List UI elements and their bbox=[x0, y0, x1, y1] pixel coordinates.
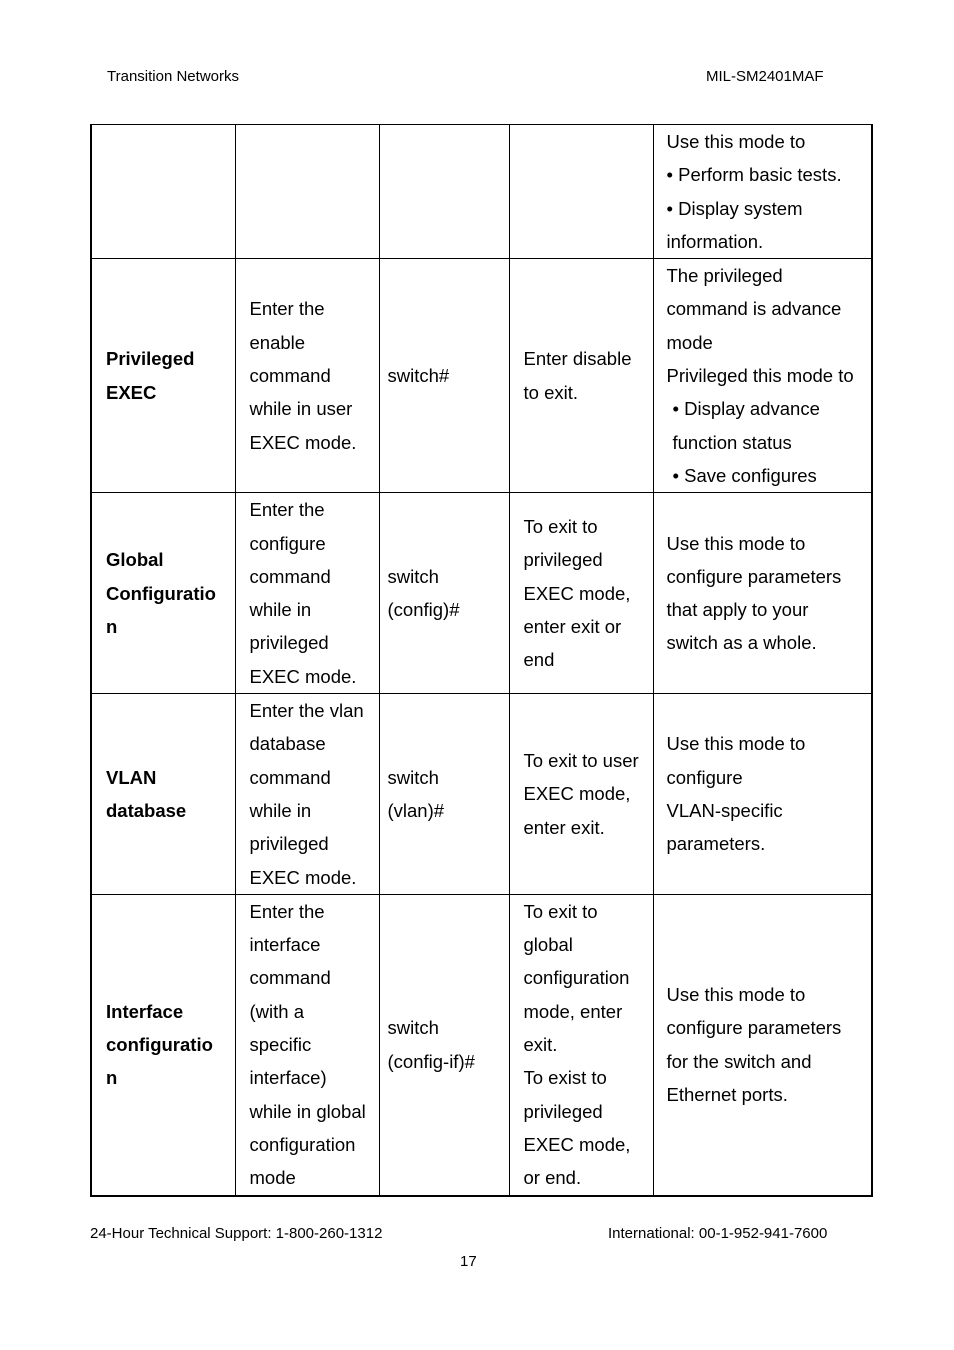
cell-line: Privileged this mode to bbox=[666, 365, 854, 387]
prompt-cell bbox=[379, 694, 509, 895]
about-mode-cell bbox=[653, 259, 872, 493]
cell-line: Interface bbox=[106, 1000, 184, 1022]
table-row-privileged-exec bbox=[91, 259, 872, 493]
cell-line: switch bbox=[387, 766, 439, 788]
table-row-interface-configuration bbox=[91, 894, 872, 1195]
cell-line: EXEC mode. bbox=[249, 431, 357, 453]
table-row-vlan-database bbox=[91, 694, 872, 895]
cell-line: privileged bbox=[523, 549, 603, 571]
cell-line: command bbox=[249, 766, 331, 788]
cell-line: parameters. bbox=[666, 833, 766, 855]
cell-line: • Display advance bbox=[672, 398, 820, 420]
cell-line: configure bbox=[249, 532, 326, 554]
cell-line: mode, enter bbox=[523, 1000, 623, 1022]
access-method-cell bbox=[235, 125, 379, 259]
cell-line: function status bbox=[672, 431, 792, 453]
cell-line: exit. bbox=[523, 1034, 558, 1056]
cell-line: configuration bbox=[249, 1133, 356, 1155]
cell-line: enter exit. bbox=[523, 816, 605, 838]
cell-line: VLAN-specific bbox=[666, 799, 783, 821]
cell-line: Enter the vlan bbox=[249, 700, 364, 722]
cell-line: switch as a whole. bbox=[666, 632, 817, 654]
cell-line: Enter disable bbox=[523, 348, 632, 370]
cell-line: mode bbox=[666, 331, 713, 353]
cell-line: Enter the bbox=[249, 298, 325, 320]
cell-line: switch bbox=[387, 1017, 439, 1039]
cell-line: configure bbox=[666, 766, 743, 788]
cell-line: configuratio bbox=[106, 1034, 213, 1056]
table-row-global-configuration bbox=[91, 493, 872, 694]
access-method-cell bbox=[235, 894, 379, 1195]
cell-line: or end. bbox=[523, 1167, 582, 1189]
exit-method-cell bbox=[509, 259, 653, 493]
mode-name-cell bbox=[91, 894, 235, 1195]
cell-line: n bbox=[106, 1067, 118, 1089]
cell-line: (config-if)# bbox=[387, 1050, 475, 1072]
cell-line: database bbox=[106, 799, 187, 821]
cell-line: Enter the bbox=[249, 900, 325, 922]
cell-line: switch bbox=[387, 565, 439, 587]
cell-line: Ethernet ports. bbox=[666, 1083, 788, 1105]
cell-line: interface bbox=[249, 934, 321, 956]
cell-line: The privileged bbox=[666, 265, 783, 287]
cell-line: switch# bbox=[387, 365, 450, 387]
cell-line: for the switch and bbox=[666, 1050, 812, 1072]
cell-line: while in bbox=[249, 599, 312, 621]
about-mode-cell bbox=[653, 894, 872, 1195]
cell-line: global bbox=[523, 934, 573, 956]
cell-line: VLAN bbox=[106, 766, 157, 788]
cell-line: To exit to bbox=[523, 515, 598, 537]
cell-line: end bbox=[523, 649, 555, 671]
cell-line: command is advance bbox=[666, 298, 842, 320]
cell-line: Use this mode to bbox=[666, 131, 806, 152]
cell-line: EXEC bbox=[106, 381, 157, 403]
prompt-cell bbox=[379, 493, 509, 694]
mode-name-cell bbox=[91, 694, 235, 895]
cell-line: information. bbox=[666, 230, 764, 252]
prompt-cell bbox=[379, 894, 509, 1195]
cell-line: enter exit or bbox=[523, 615, 622, 637]
cell-line: Configuratio bbox=[106, 582, 216, 604]
cell-line: • Save configures bbox=[672, 464, 817, 486]
cell-line: EXEC mode. bbox=[249, 665, 357, 687]
page-number: 17 bbox=[460, 1253, 477, 1270]
cell-line: configure parameters bbox=[666, 565, 842, 587]
cell-line: enable bbox=[249, 331, 306, 353]
cell-line: Use this mode to bbox=[666, 733, 806, 755]
access-method-cell bbox=[235, 694, 379, 895]
cell-line: configuration bbox=[523, 967, 630, 989]
prompt-cell bbox=[379, 125, 509, 259]
command-modes-table bbox=[90, 124, 873, 1197]
cell-line: To exit to bbox=[523, 900, 598, 922]
header-company: Transition Networks bbox=[107, 68, 239, 85]
cell-line: Global bbox=[106, 549, 164, 571]
cell-line: configure parameters bbox=[666, 1017, 842, 1039]
table-row-user-exec-continued bbox=[91, 125, 872, 259]
footer-support: 24-Hour Technical Support: 1-800-260-1312 bbox=[90, 1225, 383, 1242]
about-mode-cell bbox=[653, 694, 872, 895]
cell-line: n bbox=[106, 615, 118, 637]
mode-name-cell bbox=[91, 125, 235, 259]
cell-line: mode bbox=[249, 1167, 296, 1189]
header-model: MIL-SM2401MAF bbox=[706, 68, 824, 85]
access-method-cell bbox=[235, 493, 379, 694]
exit-method-cell bbox=[509, 694, 653, 895]
access-method-cell bbox=[235, 259, 379, 493]
cell-line: (vlan)# bbox=[387, 799, 445, 821]
about-mode-cell bbox=[653, 125, 872, 259]
cell-line: EXEC mode, bbox=[523, 1133, 631, 1155]
exit-method-cell bbox=[509, 493, 653, 694]
cell-line: while in user bbox=[249, 398, 353, 420]
mode-name-cell bbox=[91, 493, 235, 694]
cell-line: (with a bbox=[249, 1000, 304, 1022]
about-mode-cell bbox=[653, 493, 872, 694]
cell-line: • Perform basic tests. bbox=[666, 164, 842, 186]
cell-line: command bbox=[249, 967, 331, 989]
cell-line: specific bbox=[249, 1034, 312, 1056]
cell-line: while in global bbox=[249, 1100, 366, 1122]
cell-line: database bbox=[249, 733, 326, 755]
cell-line: EXEC mode. bbox=[249, 866, 357, 888]
cell-line: EXEC mode, bbox=[523, 582, 631, 604]
cell-line: (config)# bbox=[387, 599, 460, 621]
cell-line: interface) bbox=[249, 1067, 327, 1089]
cell-line: Enter the bbox=[249, 499, 325, 521]
cell-line: Privileged bbox=[106, 348, 195, 370]
footer-international: International: 00-1-952-941-7600 bbox=[608, 1225, 828, 1242]
exit-method-cell bbox=[509, 894, 653, 1195]
cell-line: To exist to bbox=[523, 1067, 607, 1089]
cell-line: that apply to your bbox=[666, 599, 809, 621]
cell-line: command bbox=[249, 365, 331, 387]
cell-line: Use this mode to bbox=[666, 532, 806, 554]
cell-line: privileged bbox=[249, 833, 329, 855]
cell-line: privileged bbox=[249, 632, 329, 654]
cell-line: privileged bbox=[523, 1100, 603, 1122]
cell-line: To exit to user bbox=[523, 749, 639, 771]
cell-line: Use this mode to bbox=[666, 984, 806, 1006]
prompt-cell bbox=[379, 259, 509, 493]
exit-method-cell bbox=[509, 125, 653, 259]
cell-line: EXEC mode, bbox=[523, 783, 631, 805]
cell-line: to exit. bbox=[523, 381, 578, 403]
cell-line: while in bbox=[249, 799, 312, 821]
mode-name-cell bbox=[91, 259, 235, 493]
cell-line: • Display system bbox=[666, 197, 803, 219]
cell-line: command bbox=[249, 565, 331, 587]
